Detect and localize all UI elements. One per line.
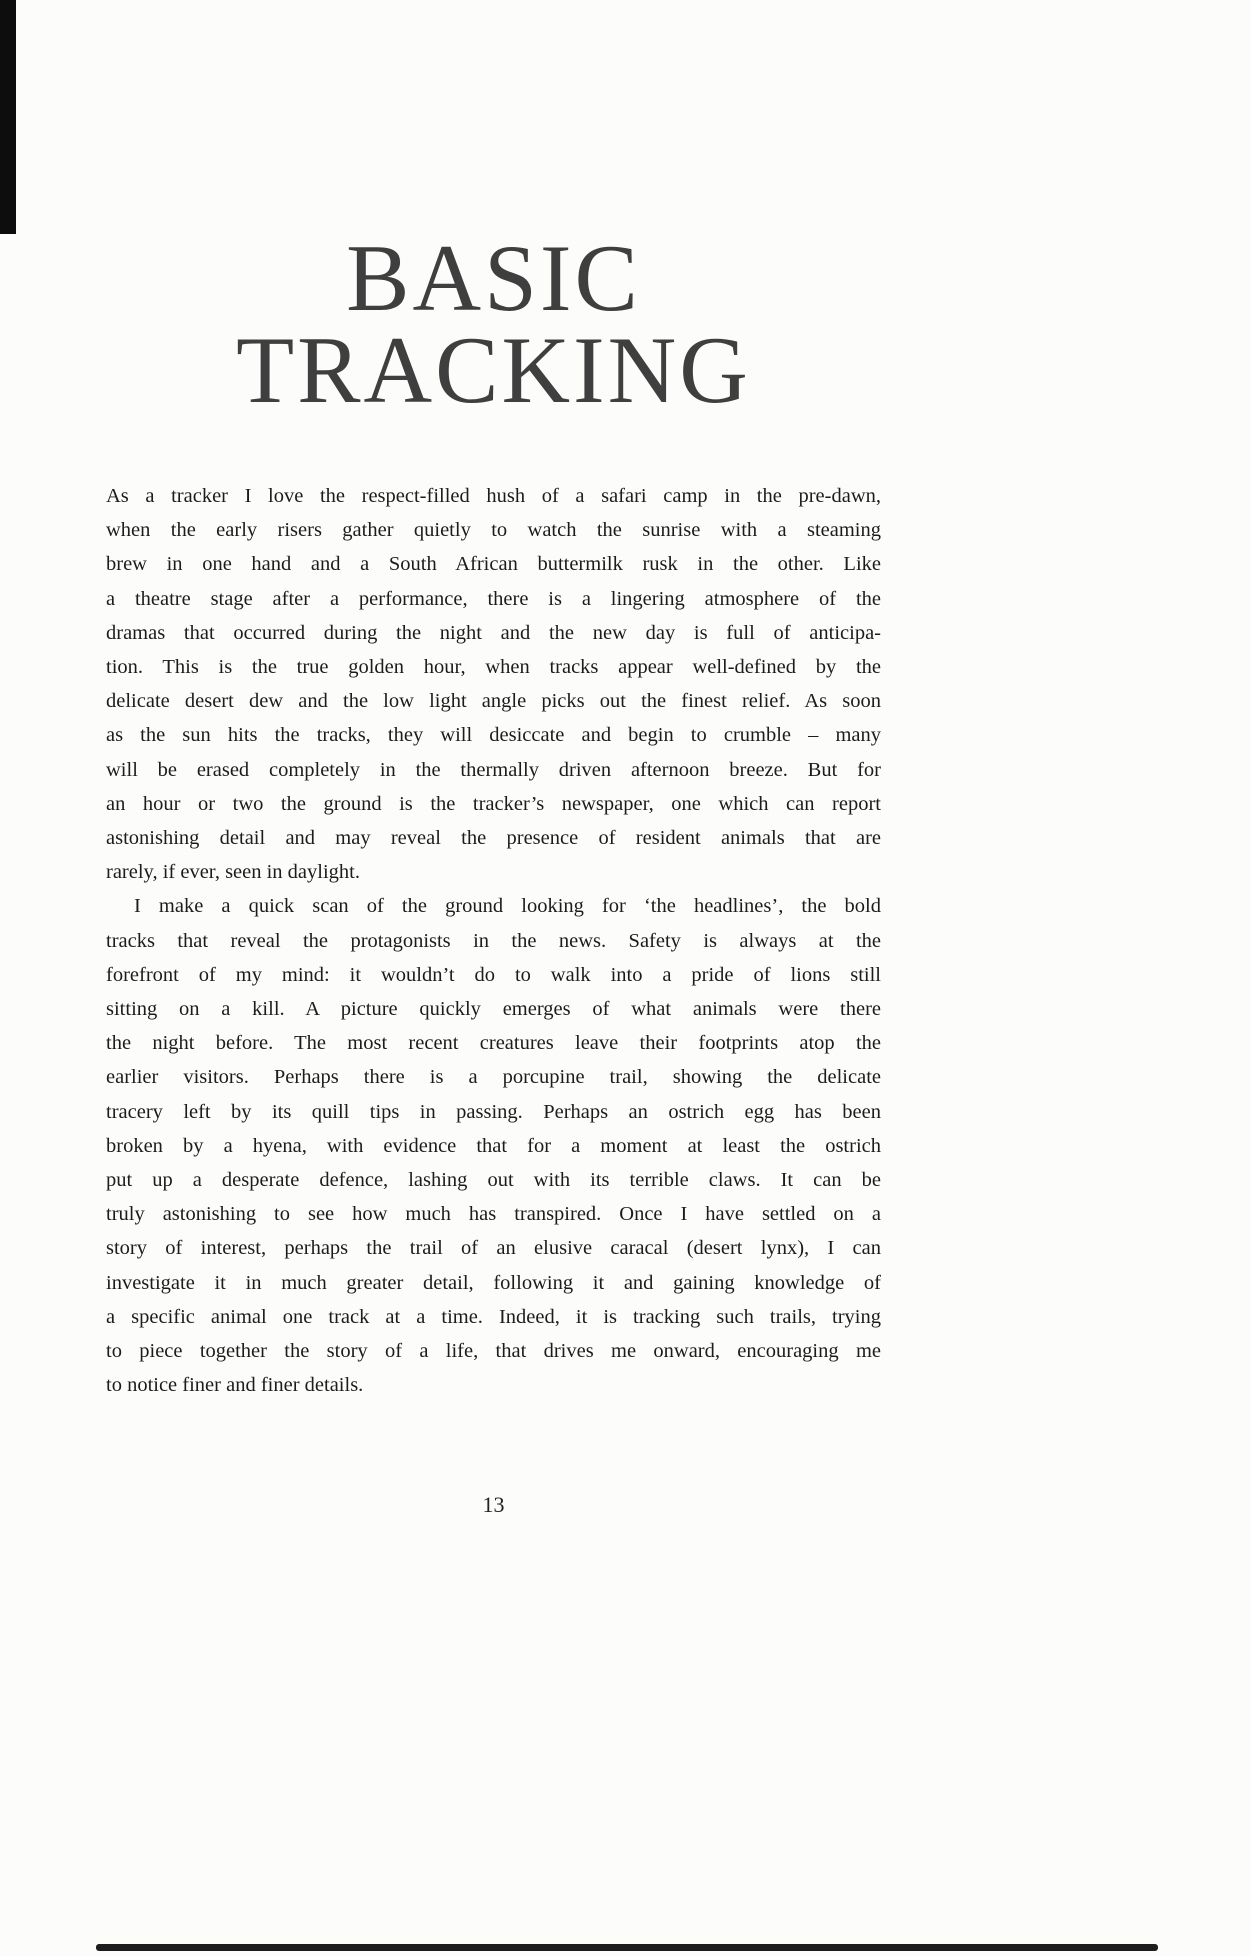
chapter-title-line2: TRACKING <box>236 317 751 423</box>
text-line: to piece together the story of a life, that drives me onward, encouraging me <box>106 1340 881 1363</box>
text-line: delicate desert dew and the low light angle picks out the finest relief. As soon <box>106 690 881 713</box>
text-line: the night before. The most recent creatures leave their footprints atop the <box>106 1032 881 1055</box>
text-line: earlier visitors. Perhaps there is a porcupine trail, showing the delicate <box>106 1066 881 1089</box>
page-number: 13 <box>482 1492 505 1517</box>
text-line: broken by a hyena, with evidence that for a moment at least the ostrich <box>106 1134 881 1157</box>
text-line: forefront of my mind: it wouldn’t do to walk into a pride of lions still <box>106 963 881 986</box>
body-text <box>106 479 881 1402</box>
text-line: investigate it in much greater detail, following it and gaining knowledge of <box>106 1271 881 1294</box>
text-line: truly astonishing to see how much has transpired. Once I have settled on a <box>106 1203 881 1226</box>
text-line: as the sun hits the tracks, they will desiccate and begin to crumble – many <box>106 724 881 747</box>
text-line: rarely, if ever, seen in daylight. <box>106 861 360 884</box>
text-line: put up a desperate defence, lashing out with its terrible claws. It can be <box>106 1169 881 1192</box>
text-line: an hour or two the ground is the tracker’s newspaper, one which can report <box>106 792 881 815</box>
text-line: tion. This is the true golden hour, when tracks appear well-defined by the <box>106 656 881 679</box>
paragraph-2 <box>106 889 881 1402</box>
text-line: sitting on a kill. A picture quickly emerges of what animals were there <box>106 998 881 1021</box>
text-line: tracks that reveal the protagonists in the news. Safety is always at the <box>106 929 881 952</box>
text-line: when the early risers gather quietly to watch the sunrise with a steaming <box>106 519 881 542</box>
text-line: I make a quick scan of the ground looking for ‘the headlines’, the bold <box>134 895 881 918</box>
text-line: brew in one hand and a South African buttermilk rusk in the other. Like <box>106 553 881 576</box>
chapter-title <box>106 225 881 423</box>
text-line: will be erased completely in the thermally driven afternoon breeze. But for <box>106 758 881 781</box>
text-line: story of interest, perhaps the trail of an elusive caracal (desert lynx), I can <box>106 1237 881 1260</box>
paragraph-1 <box>106 479 881 889</box>
scan-edge-artifact-left <box>0 0 16 234</box>
text-line: a theatre stage after a performance, there is a lingering atmosphere of the <box>106 587 881 610</box>
text-line: astonishing detail and may reveal the presence of resident animals that are <box>106 827 881 850</box>
text-line: tracery left by its quill tips in passing. Perhaps an ostrich egg has been <box>106 1100 881 1123</box>
text-line: As a tracker I love the respect-filled hush of a safari camp in the pre-dawn, <box>106 485 881 507</box>
text-line: to notice finer and finer details. <box>106 1374 364 1397</box>
scan-edge-artifact-bottom <box>96 1944 1158 1951</box>
text-line: dramas that occurred during the night and the new day is full of anticipa- <box>106 621 881 644</box>
chapter-title-line1: BASIC <box>346 225 641 331</box>
text-line: a specific animal one track at a time. Indeed, it is tracking such trails, trying <box>106 1305 881 1328</box>
